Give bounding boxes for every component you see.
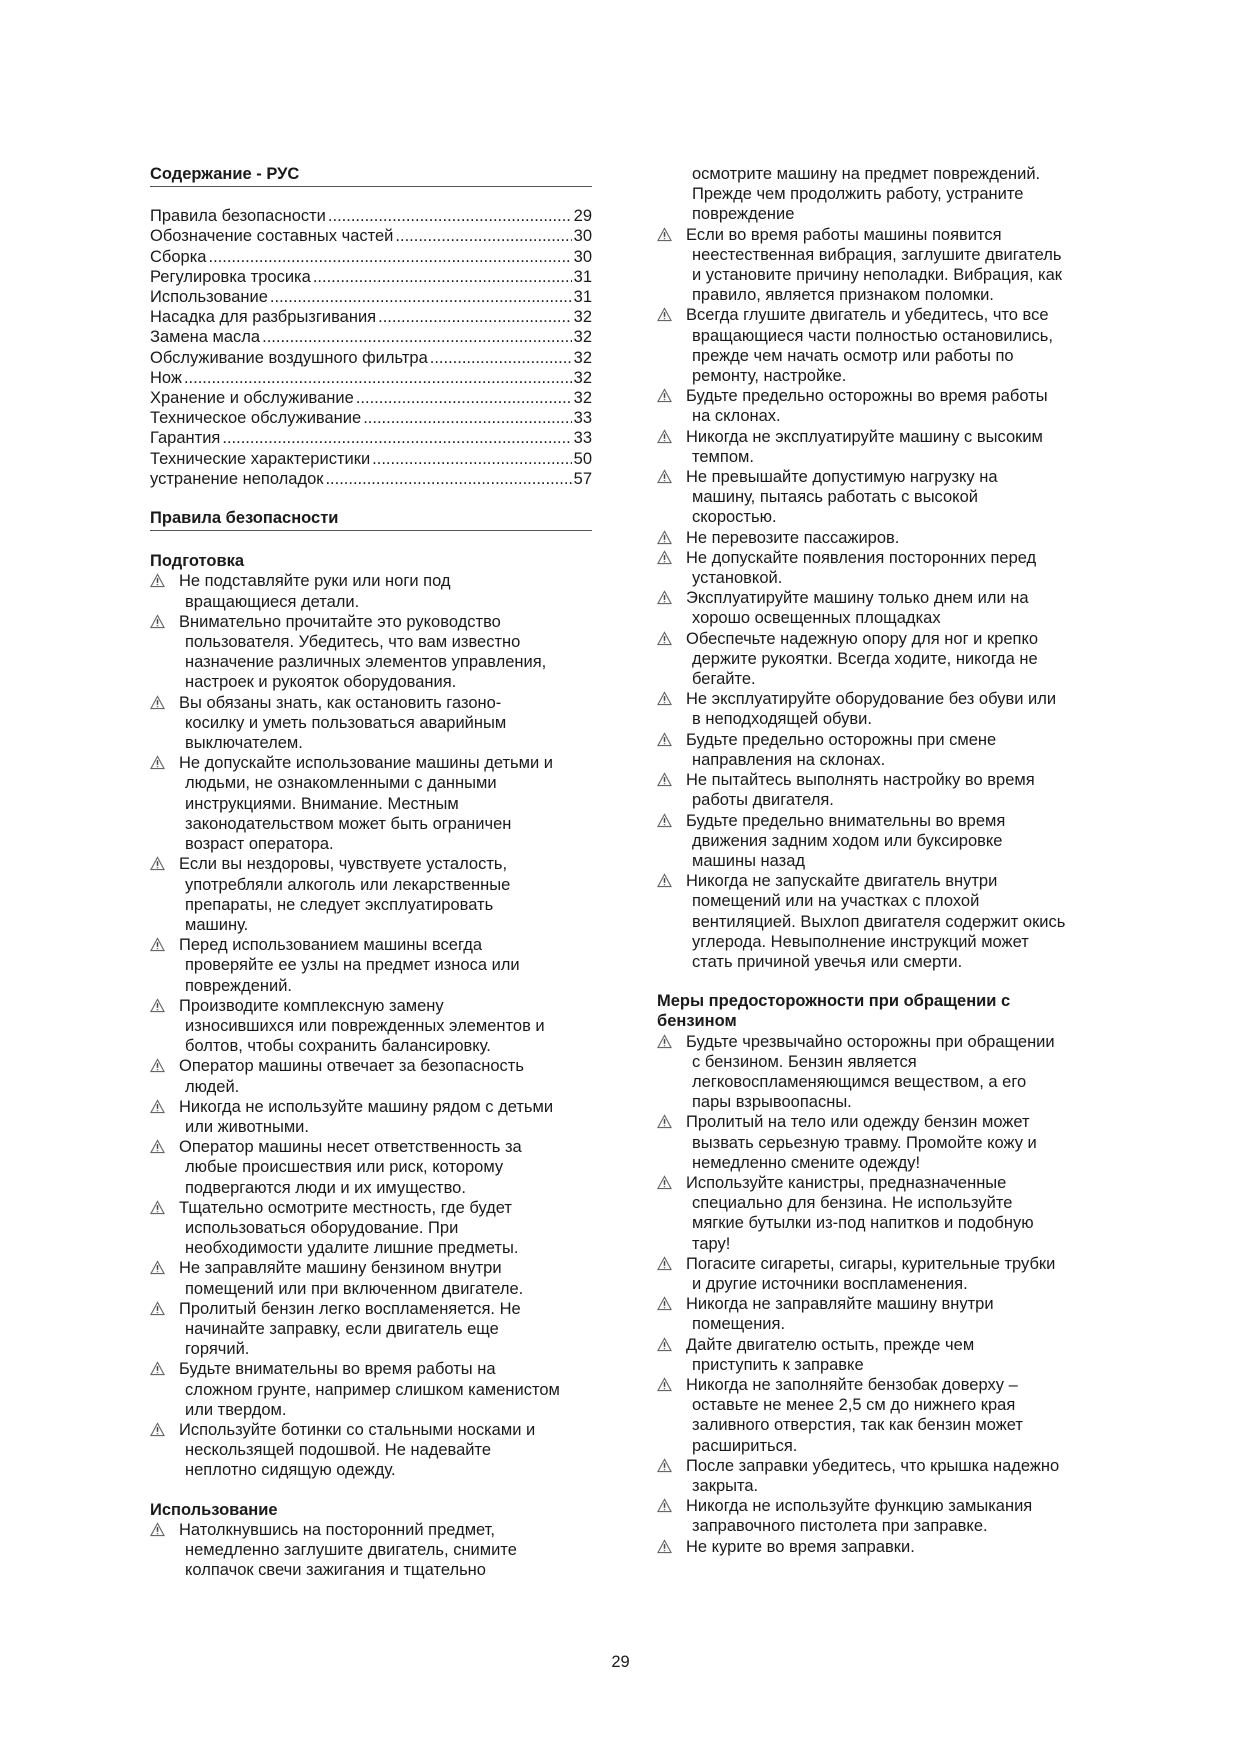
safety-item	[150, 1198, 592, 1259]
safety-item-line: Используйте канистры, предназначенные	[686, 1173, 1007, 1192]
safety-item-line: использоваться оборудование. При	[185, 1218, 459, 1237]
safety-item-line: Не пытайтесь выполнять настройку во время	[686, 771, 1035, 790]
toc-section	[150, 164, 592, 489]
safety-item-line: помещений или при включенном двигателе.	[185, 1279, 524, 1298]
toc-entry	[150, 368, 592, 388]
warning-icon	[657, 1034, 672, 1049]
safety-item-line: косилку и уметь пользоваться аварийным	[185, 713, 507, 732]
safety-item-line: и установите причину неполадки. Вибрация, как	[692, 266, 1063, 285]
safety-section	[150, 508, 592, 531]
toc-entry-page: 32	[573, 308, 592, 327]
toc-entry	[150, 428, 592, 448]
toc-entry-page: 31	[573, 288, 592, 307]
safety-item	[657, 1112, 1097, 1173]
warning-icon	[150, 1260, 165, 1275]
warning-icon	[150, 998, 165, 1013]
warning-icon	[150, 614, 165, 629]
toc-entry-page: 32	[573, 368, 592, 387]
warning-icon	[657, 732, 672, 747]
safety-item	[150, 1137, 592, 1198]
warning-icon	[657, 227, 672, 242]
safety-item-line: держите рукоятки. Всегда ходите, никогда не	[692, 649, 1038, 668]
toc-entry-title: устранение неполадок	[150, 469, 324, 488]
toc-leader-dots	[372, 449, 571, 469]
safety-item-line: После заправки убедитесь, что крышка надежно	[686, 1456, 1060, 1475]
safety-item-line: движения задним ходом или буксировке	[692, 831, 1003, 850]
safety-title: Правила безопасности	[150, 508, 592, 531]
toc-entry-title: Замена масла	[150, 328, 261, 347]
warning-icon	[657, 590, 672, 605]
warning-icon	[150, 1361, 165, 1376]
safety-item-line: начинайте заправку, если двигатель еще	[185, 1319, 499, 1338]
safety-item-line: и другие источники воспламенения.	[692, 1274, 968, 1293]
safety-item	[150, 1420, 592, 1481]
warning-icon	[150, 1200, 165, 1215]
safety-item-line: проверяйте ее узлы на предмет износа или	[185, 956, 520, 975]
safety-item-line: прежде чем начать осмотр или работы по	[692, 346, 1014, 365]
safety-item	[657, 629, 1097, 690]
toc-entry-title: Хранение и обслуживание	[150, 389, 354, 408]
toc-entry-title: Сборка	[150, 247, 207, 266]
safety-item-line: инструкциями. Внимание. Местным	[185, 794, 459, 813]
safety-item-line: мягкие бутылки из-под напитков и подобную	[692, 1214, 1034, 1233]
usage-list	[657, 225, 1097, 973]
safety-item-line: людей.	[185, 1077, 240, 1096]
safety-item-line: направления на склонах.	[692, 750, 886, 769]
toc-leader-dots	[378, 307, 572, 327]
safety-item-line: Используйте ботинки со стальными носками и	[179, 1420, 536, 1439]
safety-item-line: возраст оператора.	[185, 835, 334, 854]
safety-item-line: Не курите во время заправки.	[686, 1537, 915, 1556]
toc-list	[150, 206, 592, 489]
warning-icon	[657, 1256, 672, 1271]
warning-icon	[150, 695, 165, 710]
safety-item	[657, 1496, 1097, 1536]
safety-item	[657, 1173, 1097, 1254]
safety-item	[150, 693, 592, 754]
toc-entry-page: 50	[573, 449, 592, 468]
usage-section	[150, 1500, 592, 1581]
toc-entry-title: Обслуживание воздушного фильтра	[150, 348, 428, 367]
safety-item-line: необходимости удалите лишние предметы.	[185, 1239, 519, 1258]
safety-item-line: законодательством может быть ограничен	[185, 814, 512, 833]
warning-icon	[657, 772, 672, 787]
safety-item	[657, 1335, 1097, 1375]
safety-item-line: Не заправляйте машину бензином внутри	[179, 1259, 502, 1278]
warning-icon	[657, 691, 672, 706]
safety-item-line: Будьте внимательны во время работы на	[179, 1360, 496, 1379]
safety-item-line: Не подставляйте руки или ноги под	[179, 572, 451, 591]
safety-item-line: машину, пытаясь работать с высокой	[692, 488, 978, 507]
toc-leader-dots	[430, 348, 572, 368]
safety-item-line: вращающиеся части полностью остановились,	[692, 326, 1053, 345]
safety-item-line: Будьте предельно внимательны во время	[686, 811, 1006, 830]
toc-entry-title: Технические характеристики	[150, 449, 371, 468]
toc-entry-page: 30	[573, 227, 592, 246]
safety-item-line: препараты, не следует эксплуатировать	[185, 895, 494, 914]
toc-leader-dots	[208, 247, 571, 267]
safety-item-line: неестественная вибрация, заглушите двигатель	[692, 245, 1062, 264]
safety-item	[657, 588, 1097, 628]
safety-item-line: Если во время работы машины появится	[686, 225, 1002, 244]
safety-item-line: на склонах.	[692, 407, 781, 426]
safety-item	[657, 467, 1097, 528]
safety-item-line: Будьте чрезвычайно осторожны при обращении	[686, 1032, 1055, 1051]
safety-item-line: вызвать серьезную травму. Промойте кожу и	[692, 1133, 1037, 1152]
safety-item-line: или твердом.	[185, 1400, 287, 1419]
toc-entry-title: Обозначение составных частей	[150, 227, 394, 246]
toc-entry-page: 33	[573, 429, 592, 448]
toc-entry-page: 29	[573, 207, 592, 226]
safety-item-line: машины назад	[692, 851, 806, 870]
safety-item-line: Пролитый бензин легко воспламеняется. Не	[179, 1299, 521, 1318]
safety-item-line: Натолкнувшись на посторонний предмет,	[179, 1520, 495, 1539]
warning-icon	[657, 1114, 672, 1129]
safety-item-line: Тщательно осмотрите местность, где будет	[179, 1198, 512, 1217]
safety-item-line: Прежде чем продолжить работу, устраните	[692, 185, 1024, 204]
safety-item	[657, 770, 1097, 810]
safety-item-line: горячий.	[185, 1340, 250, 1359]
safety-item-line: Никогда не заправляйте машину внутри	[686, 1295, 994, 1314]
safety-item-line: Не превышайте допустимую нагрузку на	[686, 468, 998, 487]
safety-item-line: Будьте предельно осторожны во время работы	[686, 387, 1048, 406]
safety-item-line: машину.	[185, 915, 249, 934]
safety-item-line: Обеспечьте надежную опору для ног и крепко	[686, 629, 1039, 648]
safety-item	[657, 548, 1097, 588]
safety-item-line: настроек и рукояток оборудования.	[185, 673, 457, 692]
safety-item-line: назначение различных элементов управления,	[185, 653, 547, 672]
warning-icon	[657, 388, 672, 403]
safety-item-line: немедленно смените одежду!	[692, 1153, 921, 1172]
safety-item-line: Вы обязаны знать, как остановить газоно-	[179, 693, 502, 712]
toc-entry	[150, 327, 592, 347]
safety-item-line: осмотрите машину на предмет повреждений.	[692, 165, 1041, 183]
toc-leader-dots	[325, 469, 571, 489]
safety-item-line: Будьте предельно осторожны при смене	[686, 730, 997, 749]
warning-icon	[657, 429, 672, 444]
safety-item-line: нескользящей подошвой. Не надевайте	[185, 1441, 492, 1460]
warning-icon	[150, 937, 165, 952]
fuel-title-line: Меры предосторожности при обращении с	[657, 992, 1011, 1011]
warning-icon	[657, 873, 672, 888]
warning-icon	[657, 469, 672, 484]
toc-entry	[150, 449, 592, 469]
toc-entry-page: 33	[573, 409, 592, 428]
toc-leader-dots	[356, 388, 572, 408]
safety-item-line: Оператор машины несет ответственность за	[179, 1138, 522, 1157]
safety-item-line: заправочного пистолета при заправке.	[692, 1517, 988, 1536]
warning-icon	[150, 1301, 165, 1316]
safety-item	[657, 1456, 1097, 1496]
safety-item	[150, 1299, 592, 1360]
safety-item-line: с бензином. Бензин является	[692, 1052, 917, 1071]
toc-entry-page: 32	[573, 389, 592, 408]
warning-icon	[657, 1175, 672, 1190]
safety-item-line: Погасите сигареты, сигары, курительные трубки	[686, 1254, 1056, 1273]
safety-item	[150, 1359, 592, 1420]
safety-item-line: людьми, не ознакомленными с данными	[185, 774, 497, 793]
safety-item-line: Эксплуатируйте машину только днем или на	[686, 589, 1029, 608]
safety-item-line: стать причиной увечья или смерти.	[692, 952, 963, 971]
toc-leader-dots	[395, 226, 571, 246]
safety-item-line: Производите комплексную замену	[179, 996, 444, 1015]
toc-entry	[150, 247, 592, 267]
safety-item	[657, 1254, 1097, 1294]
toc-entry-page: 32	[573, 328, 592, 347]
warning-icon	[657, 1377, 672, 1392]
right-column	[657, 0, 1097, 1557]
toc-leader-dots	[328, 206, 572, 226]
fuel-section	[657, 991, 1097, 1557]
safety-item-line: в неподходящей обуви.	[692, 710, 872, 729]
safety-item	[657, 386, 1097, 426]
safety-item	[657, 689, 1097, 729]
warning-icon	[657, 813, 672, 828]
safety-item	[657, 730, 1097, 770]
warning-icon	[150, 856, 165, 871]
safety-item	[657, 225, 1097, 306]
fuel-list	[657, 1032, 1097, 1557]
safety-item	[657, 811, 1097, 872]
warning-icon	[657, 1458, 672, 1473]
toc-entry-page: 32	[573, 348, 592, 367]
toc-entry	[150, 469, 592, 489]
safety-item	[657, 1537, 1097, 1557]
toc-entry	[150, 307, 592, 327]
safety-item-line: расшириться.	[692, 1436, 798, 1455]
safety-item-line: легковоспламеняющимся веществом, а его	[692, 1072, 1027, 1091]
safety-item-line: пары взрывоопасны.	[692, 1093, 852, 1112]
warning-icon	[657, 530, 672, 545]
safety-item-line: износившихся или поврежденных элементов и	[185, 1016, 545, 1035]
toc-entry	[150, 226, 592, 246]
safety-item-line: подвергаются люди и их имущество.	[185, 1178, 466, 1197]
warning-icon	[150, 573, 165, 588]
safety-item	[150, 854, 592, 935]
toc-leader-dots	[184, 368, 572, 388]
safety-item-line: Не допускайте использование машины детьми и	[179, 754, 553, 773]
toc-entry-title: Техническое обслуживание	[150, 409, 362, 428]
safety-item-line: тару!	[692, 1234, 731, 1253]
safety-item-line: Никогда не запускайте двигатель внутри	[686, 872, 998, 891]
fuel-title	[657, 991, 1097, 1031]
toc-entry-page: 57	[573, 469, 592, 488]
toc-leader-dots	[313, 267, 572, 287]
safety-item-line: Оператор машины отвечает за безопасность	[179, 1057, 524, 1076]
toc-entry-page: 30	[573, 247, 592, 266]
safety-item-line: Перед использованием машины всегда	[179, 936, 483, 955]
safety-item-line: Никогда не заполняйте бензобак доверху –	[686, 1375, 1018, 1394]
warning-icon	[657, 1337, 672, 1352]
toc-title: Содержание - РУС	[150, 164, 592, 187]
safety-item-line: приступить к заправке	[692, 1355, 864, 1374]
warning-icon	[657, 1539, 672, 1554]
safety-item	[150, 1520, 592, 1581]
usage-first-list	[150, 1520, 592, 1581]
safety-item	[657, 427, 1097, 467]
safety-item-line: Пролитый на тело или одежду бензин может	[686, 1113, 1030, 1132]
safety-item-line: вентиляцией. Выхлоп двигателя содержит окись	[692, 912, 1066, 931]
safety-item-line: Никогда не используйте функцию замыкания	[686, 1497, 1033, 1516]
toc-entry-title: Использование	[150, 288, 268, 307]
toc-leader-dots	[363, 408, 571, 428]
preparation-section	[150, 551, 592, 1480]
safety-item-line: вращающиеся детали.	[185, 592, 360, 611]
toc-entry	[150, 408, 592, 428]
usage-continuation	[657, 164, 1097, 225]
safety-item	[657, 305, 1097, 386]
safety-item	[150, 753, 592, 854]
toc-entry-page: 31	[573, 267, 592, 286]
toc-entry-title: Насадка для разбрызгивания	[150, 308, 377, 327]
safety-item-line: выключателем.	[185, 734, 303, 753]
safety-item	[657, 528, 1097, 548]
toc-entry	[150, 206, 592, 226]
safety-item	[150, 935, 592, 996]
safety-item-line: любые происшествия или риск, которому	[185, 1158, 504, 1177]
toc-entry-title: Регулировка тросика	[150, 267, 311, 286]
safety-item-line: установкой.	[692, 569, 783, 588]
safety-item-line: болтов, чтобы сохранить балансировку.	[185, 1037, 491, 1056]
safety-item	[657, 1032, 1097, 1113]
safety-item	[150, 996, 592, 1057]
safety-item-line: неплотно сидящую одежду.	[185, 1461, 396, 1480]
safety-item-line: повреждений.	[185, 976, 293, 995]
safety-item-line: оставьте не менее 2,5 см до нижнего края	[692, 1396, 1016, 1415]
safety-item-line: работы двигателя.	[692, 791, 834, 810]
warning-icon	[657, 1296, 672, 1311]
preparation-list	[150, 571, 592, 1480]
warning-icon	[657, 631, 672, 646]
fuel-title-line: бензином	[657, 1012, 737, 1031]
safety-item-line: повреждение	[692, 205, 795, 224]
safety-item-line: Не допускайте появления посторонних перед	[686, 548, 1037, 567]
safety-item	[150, 1056, 592, 1096]
toc-leader-dots	[222, 428, 571, 448]
safety-item-line: колпачок свечи зажигания и тщательно	[185, 1561, 486, 1580]
safety-item-line: пользователя. Убедитесь, что вам известно	[185, 633, 521, 652]
safety-item-line: правило, является признаком поломки.	[692, 286, 994, 305]
safety-item-line: специально для бензина. Не используйте	[692, 1194, 1013, 1213]
safety-item-line: помещения.	[692, 1315, 786, 1334]
preparation-title: Подготовка	[150, 552, 245, 571]
safety-item	[150, 1258, 592, 1298]
toc-entry	[150, 267, 592, 287]
left-column	[150, 0, 592, 1580]
safety-item	[657, 1294, 1097, 1334]
warning-icon	[150, 1058, 165, 1073]
safety-item-line: темпом.	[692, 447, 754, 466]
toc-entry-title: Правила безопасности	[150, 207, 326, 226]
toc-entry	[150, 388, 592, 408]
safety-item-line: Не эксплуатируйте оборудование без обуви или	[686, 690, 1057, 709]
warning-icon	[150, 1139, 165, 1154]
safety-item-line: бегайте.	[692, 670, 756, 689]
warning-icon	[150, 1099, 165, 1114]
toc-entry	[150, 348, 592, 368]
toc-leader-dots	[270, 287, 572, 307]
safety-item-line: Если вы нездоровы, чувствуете усталость,	[179, 855, 508, 874]
warning-icon	[150, 1422, 165, 1437]
safety-item-line: немедленно заглушите двигатель, снимите	[185, 1541, 517, 1559]
safety-item-line: употребляли алкоголь или лекарственные	[185, 875, 511, 894]
safety-item-line: Всегда глушите двигатель и убедитесь, что все	[686, 306, 1049, 325]
warning-icon	[657, 1498, 672, 1513]
safety-item	[150, 571, 592, 611]
warning-icon	[150, 1522, 165, 1537]
safety-item-line: Никогда не используйте машину рядом с детьми	[179, 1097, 554, 1116]
safety-item-line: хорошо освещенных площадках	[692, 609, 941, 628]
safety-item	[657, 871, 1097, 972]
toc-entry-title: Гарантия	[150, 429, 221, 448]
usage-title: Использование	[150, 1500, 278, 1519]
safety-item-line: или животными.	[185, 1117, 309, 1136]
safety-item-line: помещений или на участках с плохой	[692, 892, 980, 911]
safety-item-line: Не перевозите пассажиров.	[686, 528, 900, 547]
safety-item-line: Никогда не эксплуатируйте машину с высоким	[686, 427, 1043, 446]
safety-item-line: ремонту, настройке.	[692, 367, 847, 386]
safety-item-line: углерода. Невыполнение инструкций может	[692, 932, 1029, 951]
toc-entry-title: Нож	[150, 368, 182, 387]
warning-icon	[657, 307, 672, 322]
safety-item-line: скоростью.	[692, 508, 777, 527]
safety-item	[657, 1375, 1097, 1456]
toc-leader-dots	[262, 327, 572, 347]
safety-item-line: Дайте двигателю остыть, прежде чем	[686, 1335, 975, 1354]
page-number: 29	[611, 1653, 630, 1671]
toc-entry	[150, 287, 592, 307]
warning-icon	[657, 550, 672, 565]
safety-item	[150, 612, 592, 693]
safety-item-line: заливного отверстия, так как бензин может	[692, 1416, 1023, 1435]
warning-icon	[150, 755, 165, 770]
safety-item-line: сложном грунте, например слишком каменистом	[185, 1380, 560, 1399]
safety-item	[150, 1097, 592, 1137]
safety-item-line: Внимательно прочитайте это руководство	[179, 612, 501, 631]
safety-item-line: закрыта.	[692, 1477, 759, 1495]
